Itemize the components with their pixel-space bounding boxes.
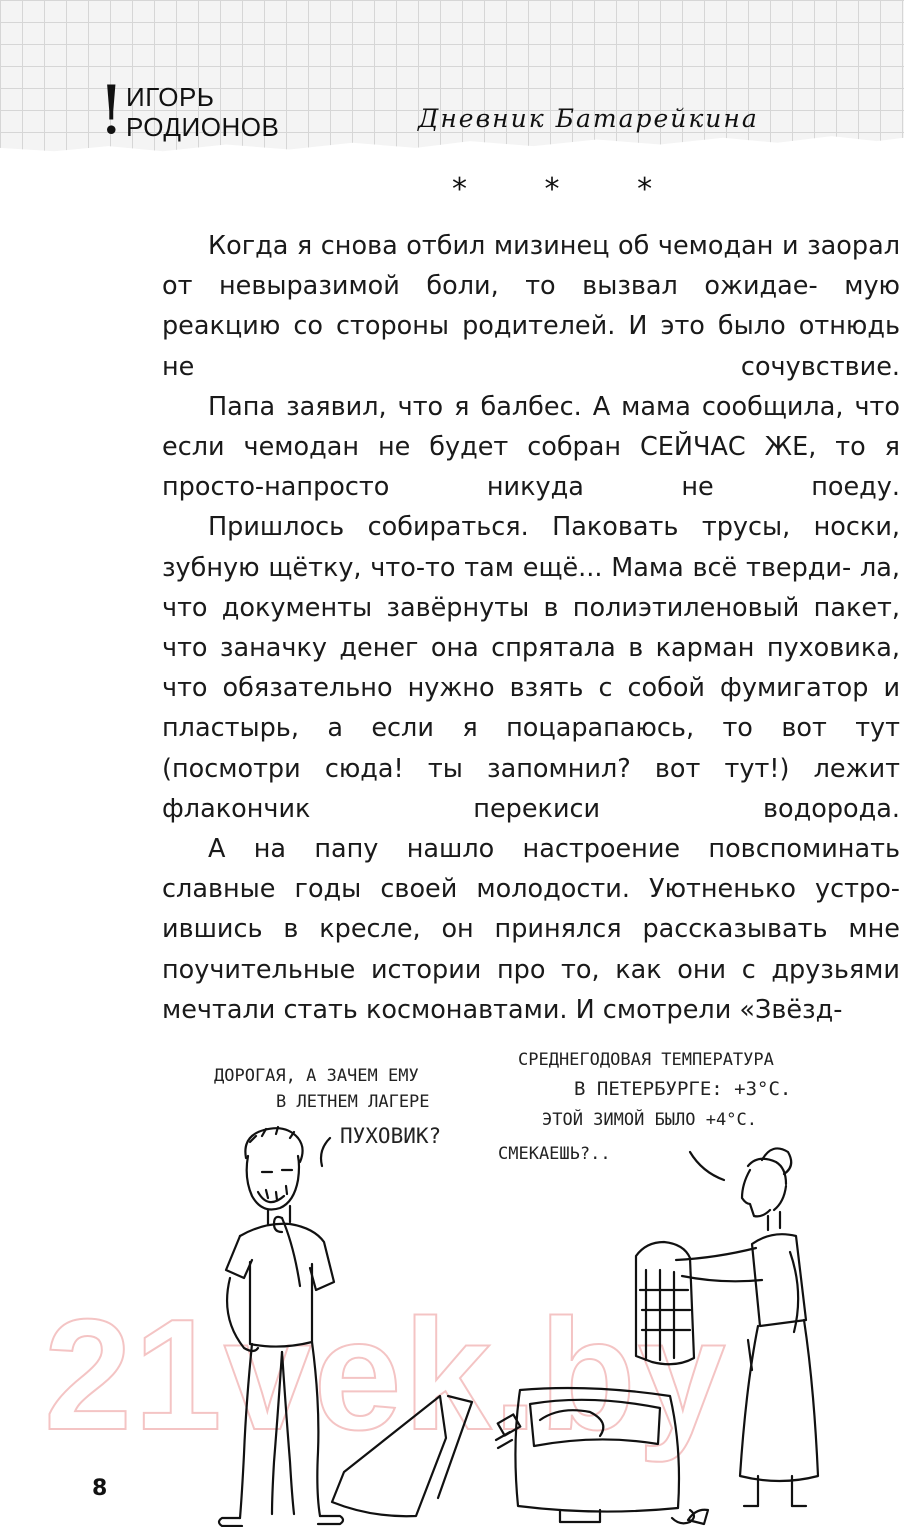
dad-speech-line: ДОРОГАЯ, А ЗАЧЕМ ЕМУ	[214, 1066, 419, 1086]
mom-figure	[636, 1148, 818, 1506]
mom-speech-line: СРЕДНЕГОДОВАЯ ТЕМПЕРАТУРА	[518, 1050, 774, 1070]
author-first-name: ИГОРЬ	[126, 82, 215, 112]
exclamation-mark: !	[98, 72, 125, 149]
page-number: 8	[92, 1476, 108, 1501]
dad-speech-tail	[321, 1138, 330, 1166]
mom-speech-line: ЭТОЙ ЗИМОЙ БЫЛО +4°С.	[542, 1110, 757, 1130]
mom-speech-tail	[690, 1152, 724, 1180]
watermark: 21vek.by	[44, 1287, 728, 1463]
illustration-dad-mom-suitcase	[0, 1040, 904, 1527]
body-text	[162, 226, 900, 1030]
suitcase	[332, 1388, 694, 1523]
dad-figure	[219, 1127, 343, 1526]
book-title: Дневник Батарейкина	[418, 104, 759, 133]
mom-speech-line: СМЕКАЕШЬ?..	[498, 1144, 611, 1164]
section-break: * * *	[452, 172, 687, 207]
paragraph: Когда я снова отбил мизинец об чемодан и заорал от невыразимой боли, то вызвал ожидае- мую реакцию со стороны родителей. И это было отнюдь не сочувствие.	[162, 231, 901, 382]
mom-speech-line: В ПЕТЕРБУРГЕ: +3°С.	[574, 1078, 792, 1100]
paragraph: А на папу нашло настроение повспоминать славные годы своей молодости. Уютненько устро- ившись в кресле, он принялся рассказывать мне поучительные истории про то, как они с друзьями мечтали стать космонавтами. И смотрели «Звёзд-	[162, 834, 900, 1025]
author-last-name: РОДИОНОВ	[126, 112, 280, 142]
paragraph: Папа заявил, что я балбес. А мама сообщила, что если чемодан не будет собран СЕЙЧАС ЖЕ, то я просто-напросто никуда не поеду.	[162, 391, 901, 503]
dad-speech-line: В ЛЕТНЕМ ЛАГЕРЕ	[276, 1092, 430, 1112]
dad-speech-line: ПУХОВИК?	[340, 1124, 442, 1148]
paragraph: Пришлось собираться. Паковать трусы, носки, зубную щётку, что-то там ещё... Мама всё тверди- ла, что документы завёрнуты в полиэтиленовый пакет, что заначку денег она спрятала в карман пуховика, что обязательно нужно взять с собой фумигатор и пластырь, а если я поцарапаюсь, то вот тут (посмотри сюда! ты запомнил? вот тут!) лежит флакончик перекиси водорода.	[162, 512, 901, 824]
